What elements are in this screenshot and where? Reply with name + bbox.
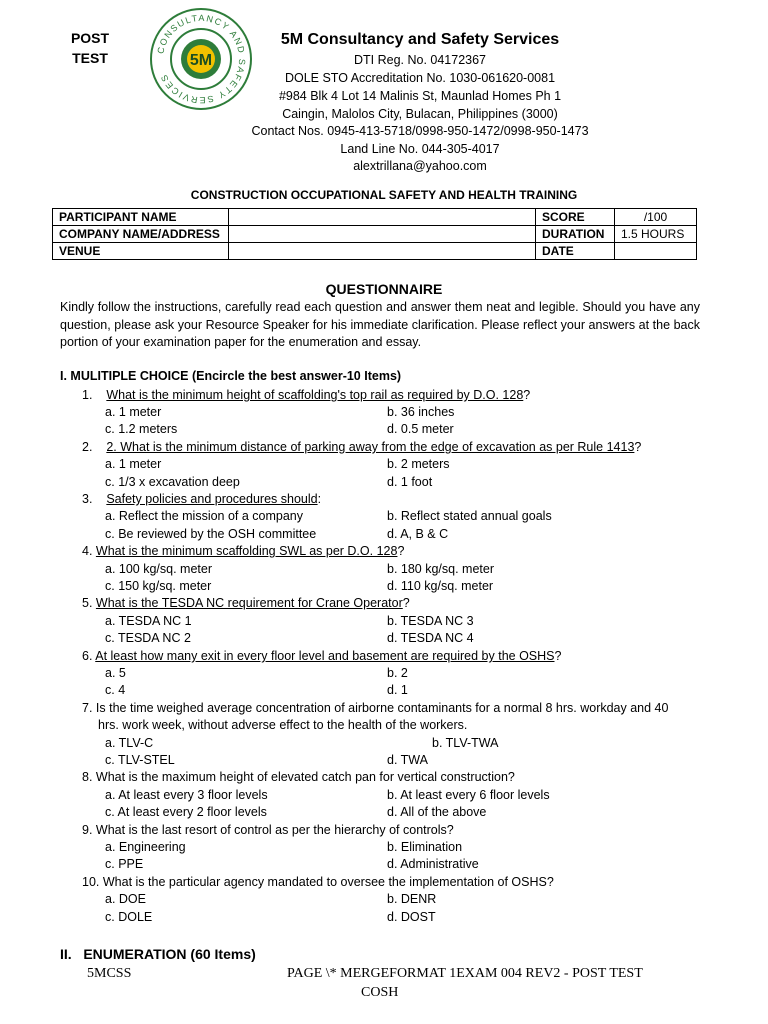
- section-enumeration-title: II. ENUMERATION (60 Items): [60, 946, 256, 962]
- header-line-landline: Land Line No. 044-305-4017: [340, 142, 500, 156]
- option-3a[interactable]: a. Reflect the mission of a company: [105, 509, 304, 523]
- option-4c[interactable]: c. 150 kg/sq. meter: [105, 579, 212, 593]
- option-4b[interactable]: b. 180 kg/sq. meter: [387, 562, 495, 576]
- date-label: DATE: [536, 243, 615, 260]
- option-1b[interactable]: b. 36 inches: [387, 405, 455, 419]
- question-2: 2. 2. What is the minimum distance of parking away from the edge of excavation as per Rule 1413?: [82, 440, 642, 454]
- option-2d[interactable]: d. 1 foot: [387, 475, 433, 489]
- question-6: 6. At least how many exit in every floor level and basement are required by the OSHS?: [82, 649, 562, 663]
- option-6d[interactable]: d. 1: [387, 683, 408, 697]
- option-9a[interactable]: a. Engineering: [105, 840, 186, 854]
- score-field[interactable]: /100: [615, 209, 697, 226]
- question-text: Is the time weighed average concentration of airborne contaminants for a normal 8 hrs. workday and 40: [95, 701, 669, 715]
- option-8a[interactable]: a. At least every 3 floor levels: [105, 788, 268, 802]
- option-4a[interactable]: a. 100 kg/sq. meter: [105, 562, 213, 576]
- venue-label: VENUE: [53, 243, 229, 260]
- option-5c[interactable]: c. TESDA NC 2: [105, 631, 191, 645]
- option-5b[interactable]: b. TESDA NC 3: [387, 614, 474, 628]
- option-10a[interactable]: a. DOE: [105, 892, 146, 906]
- option-1c[interactable]: c. 1.2 meters: [105, 422, 178, 436]
- duration-label: DURATION: [536, 226, 615, 243]
- option-7c[interactable]: c. TLV-STEL: [105, 753, 175, 767]
- option-5a[interactable]: a. TESDA NC 1: [105, 614, 192, 628]
- table-row: [53, 209, 697, 226]
- question-text: What is the minimum height of scaffolding's top rail as required by D.O. 128: [106, 388, 524, 402]
- footer-course: COSH: [361, 985, 399, 1000]
- date-field[interactable]: [615, 243, 697, 260]
- header-line-address1: #984 Blk 4 Lot 14 Malinis St, Maunlad Homes Ph 1: [278, 89, 562, 103]
- question-text: Safety policies and procedures should: [106, 492, 318, 506]
- svg-text:CONSULTANCY: CONSULTANCY AND SAFETY SERVICES: [155, 12, 248, 106]
- venue-field[interactable]: [229, 243, 536, 260]
- option-1a[interactable]: a. 1 meter: [105, 405, 162, 419]
- question-text: What is the maximum height of elevated catch pan for vertical construction?: [95, 770, 515, 784]
- header-line-contacts: Contact Nos. 0945-413-5718/0998-950-1472/0998-950-1473: [251, 124, 589, 138]
- question-10: 10. What is the particular agency mandated to oversee the implementation of OSHS?: [82, 875, 554, 889]
- option-1d[interactable]: d. 0.5 meter: [387, 422, 454, 436]
- question-3: 3. Safety policies and procedures should:: [82, 492, 322, 506]
- option-3b[interactable]: b. Reflect stated annual goals: [387, 509, 552, 523]
- option-3d[interactable]: d. A, B & C: [387, 527, 449, 541]
- option-4d[interactable]: d. 110 kg/sq. meter: [387, 579, 494, 593]
- footer-page-field: PAGE \* MERGEFORMAT 1EXAM 004 REV2 - POST TEST: [287, 966, 643, 981]
- option-5d[interactable]: d. TESDA NC 4: [387, 631, 474, 645]
- participant-name-field[interactable]: [229, 209, 536, 226]
- question-text: What is the particular agency mandated to oversee the implementation of OSHS?: [102, 875, 554, 889]
- training-title: CONSTRUCTION OCCUPATIONAL SAFETY AND HEALTH TRAINING: [190, 188, 578, 202]
- participant-name-label: PARTICIPANT NAME: [53, 209, 229, 226]
- duration-field[interactable]: 1.5 HOURS: [615, 226, 697, 243]
- option-6b[interactable]: b. 2: [387, 666, 408, 680]
- question-text: What is the TESDA NC requirement for Crane Operator: [95, 596, 403, 610]
- option-9b[interactable]: b. Elimination: [387, 840, 463, 854]
- option-3c[interactable]: c. Be reviewed by the OSH committee: [105, 527, 317, 541]
- question-8: 8. What is the maximum height of elevated catch pan for vertical construction?: [82, 770, 515, 784]
- question-text: At least how many exit in every floor level and basement are required by the OSHS: [95, 649, 555, 663]
- option-6a[interactable]: a. 5: [105, 666, 126, 680]
- option-9d[interactable]: d. Administrative: [387, 857, 479, 871]
- option-8d[interactable]: d. All of the above: [387, 805, 487, 819]
- question-7: 7. Is the time weighed average concentration of airborne contaminants for a normal 8 hrs. workday and 40: [82, 701, 669, 715]
- question-1: 1. What is the minimum height of scaffolding's top rail as required by D.O. 128?: [82, 388, 531, 402]
- question-9: 9. What is the last resort of control as per the hierarchy of controls?: [82, 823, 454, 837]
- option-10c[interactable]: c. DOLE: [105, 910, 153, 924]
- option-2c[interactable]: c. 1/3 x excavation deep: [105, 475, 240, 489]
- option-8c[interactable]: c. At least every 2 floor levels: [105, 805, 267, 819]
- option-10b[interactable]: b. DENR: [387, 892, 437, 906]
- logo-center-text: 5M: [189, 52, 213, 69]
- question-5: 5. What is the TESDA NC requirement for Crane Operator?: [82, 596, 410, 610]
- header-line-dole: DOLE STO Accreditation No. 1030-061620-0081: [284, 71, 556, 85]
- company-name: 5M Consultancy and Safety Services: [280, 31, 560, 48]
- table-row: [53, 226, 697, 243]
- company-label: COMPANY NAME/ADDRESS: [53, 226, 229, 243]
- header-line-address2: Caingin, Malolos City, Bulacan, Philippines (3000): [282, 107, 558, 121]
- questionnaire-title: QUESTIONNAIRE: [325, 281, 443, 297]
- question-4: 4. What is the minimum scaffolding SWL as per D.O. 128?: [82, 544, 405, 558]
- option-6c[interactable]: c. 4: [105, 683, 126, 697]
- header-line-dti: DTI Reg. No. 04172367: [353, 53, 487, 67]
- option-7a[interactable]: a. TLV-C: [105, 736, 154, 750]
- option-7b[interactable]: b. TLV-TWA: [432, 736, 499, 750]
- section-multiple-choice-title: I. MULITIPLE CHOICE (Encircle the best answer-10 Items): [60, 369, 402, 383]
- option-2a[interactable]: a. 1 meter: [105, 457, 162, 471]
- question-7-continued: hrs. work week, without adverse effect to the health of the workers.: [98, 718, 468, 732]
- score-label: SCORE: [536, 209, 615, 226]
- header-line-email: alextrillana@yahoo.com: [353, 159, 487, 173]
- option-9c[interactable]: c. PPE: [105, 857, 144, 871]
- option-10d[interactable]: d. DOST: [387, 910, 436, 924]
- post-test-label: POST TEST: [70, 30, 110, 66]
- question-text: 2. What is the minimum distance of parking away from the edge of excavation as per Rule 1413: [106, 440, 635, 454]
- option-8b[interactable]: b. At least every 6 floor levels: [387, 788, 550, 802]
- table-row: [53, 243, 697, 260]
- participant-info-table: [52, 208, 697, 260]
- question-text: What is the last resort of control as per the hierarchy of controls?: [95, 823, 454, 837]
- footer-left: 5MCSS: [87, 966, 132, 981]
- instructions-text: Kindly follow the instructions, carefully read each question and answer them neat and legible. Should you have any question, please ask your Resource Speaker for his immediate clarification. Please reflect your answers at the back portion of your examination paper for the enumeration and essay.: [60, 300, 700, 349]
- option-7d[interactable]: d. TWA: [387, 753, 428, 767]
- company-field[interactable]: [229, 226, 536, 243]
- question-text: What is the minimum scaffolding SWL as per D.O. 128: [95, 544, 398, 558]
- option-2b[interactable]: b. 2 meters: [387, 457, 450, 471]
